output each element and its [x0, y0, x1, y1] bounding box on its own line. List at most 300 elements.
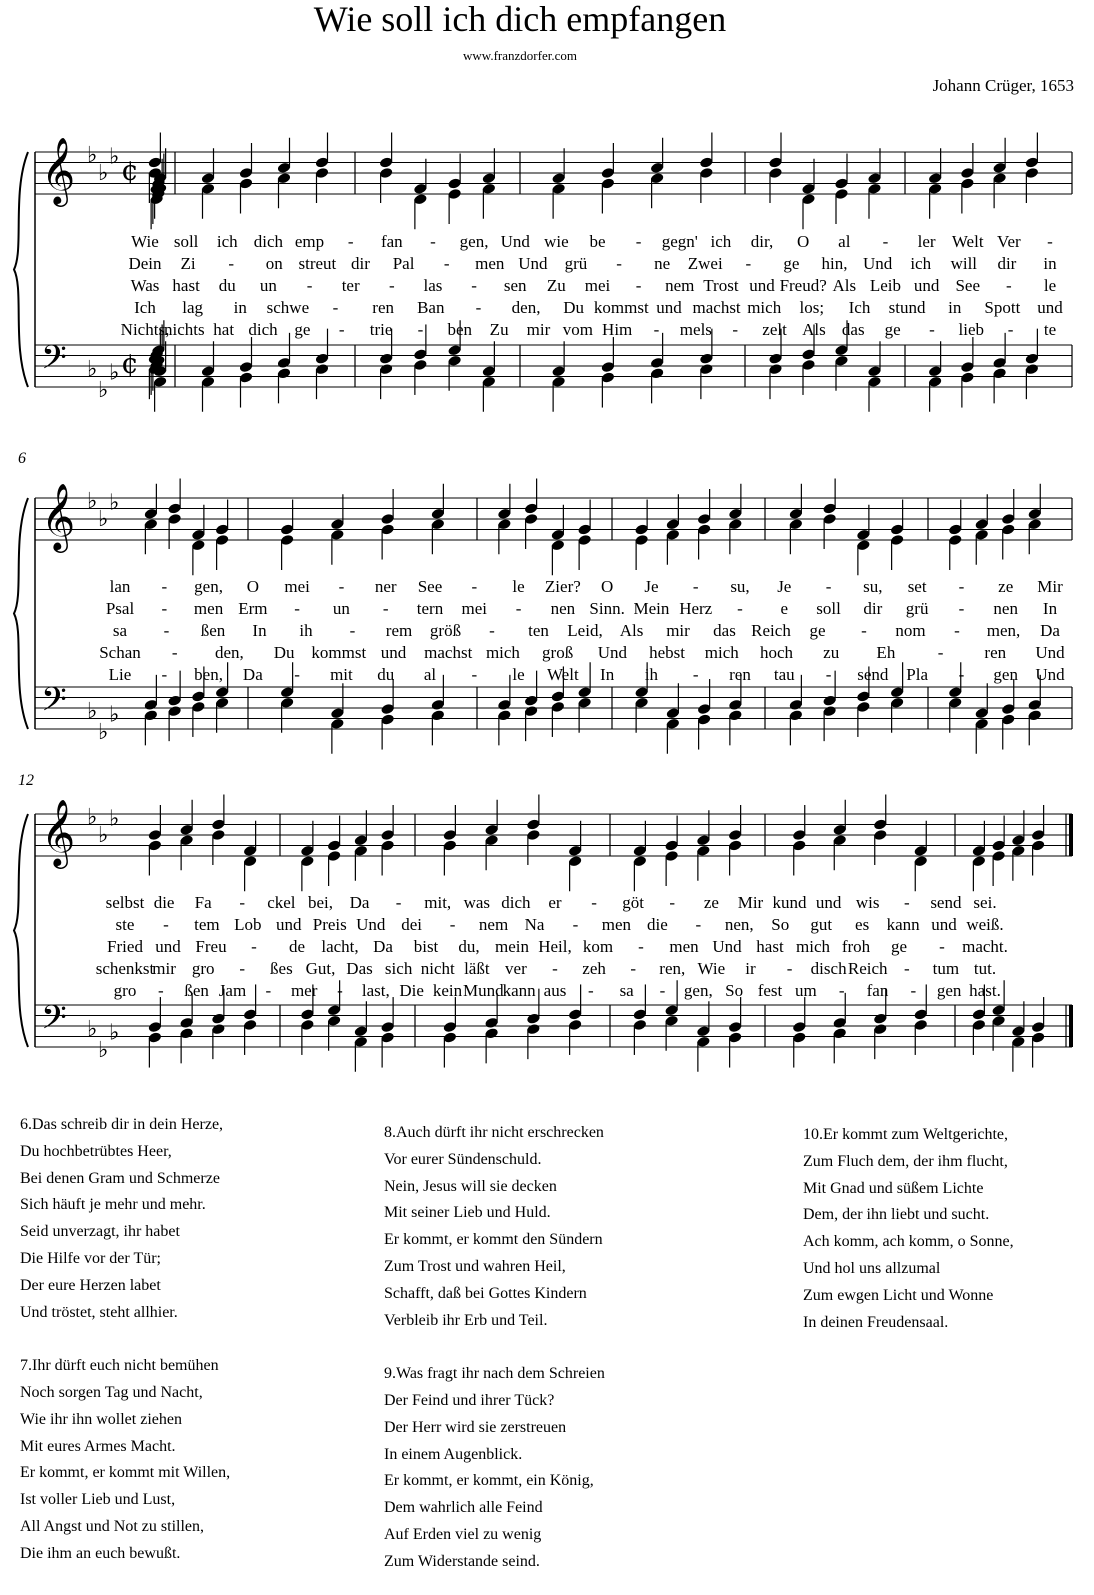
verse-line: Nein, Jesus will sie decken — [384, 1177, 557, 1195]
lyric-syllable: selbst — [105, 893, 145, 912]
lyric-syllable: al — [423, 665, 437, 684]
lyric-syllable: Wie — [131, 232, 159, 251]
lyric-syllable: zu — [823, 643, 840, 662]
lyric-syllable: Preis — [312, 915, 347, 934]
lyric-syllable: in — [1043, 254, 1057, 273]
lyric-syllable: nem — [478, 915, 509, 934]
bass-clef-icon: 𝄢 — [41, 999, 67, 1045]
lyric-syllable: - — [382, 599, 389, 618]
flat-icon: ♭ — [87, 1017, 98, 1042]
lyric-syllable: das — [713, 621, 736, 640]
lyric-syllable: Spott — [984, 298, 1021, 317]
lyric-line — [0, 599, 1094, 621]
lyric-syllable: men, — [986, 621, 1021, 640]
verse-line: Verbleib ihr Erb und Teil. — [384, 1311, 548, 1329]
lyric-syllable: Da — [242, 665, 263, 684]
lyric-syllable: kund — [772, 893, 807, 912]
lyric-syllable: Psal — [105, 599, 135, 618]
lyric-syllable: su, — [863, 577, 883, 596]
lyric-syllable: ßen — [184, 981, 209, 1000]
lyric-syllable: mit, — [424, 893, 452, 912]
lyric-syllable: Was — [130, 276, 160, 295]
lyric-syllable: schwe — [266, 298, 310, 317]
lyric-syllable: nichts — [164, 320, 205, 339]
verse-line: 8.Auch dürft ihr nicht erschrecken — [384, 1124, 604, 1141]
lyric-syllable: tem — [194, 915, 220, 934]
lyric-syllable: kann — [886, 915, 920, 934]
verse-line: 10.Er kommt zum Weltgerichte, — [803, 1126, 1009, 1143]
flat-icon: ♭ — [109, 806, 120, 832]
lyric-syllable: wie — [544, 232, 569, 251]
lyric-syllable: Erm — [238, 599, 268, 618]
lyric-syllable: fan — [380, 232, 403, 251]
lyric-syllable: ge — [890, 937, 908, 956]
lyric-syllable: - — [635, 276, 642, 295]
lyric-syllable: gro — [191, 959, 215, 978]
lyric-syllable: Eh — [876, 643, 896, 662]
lyric-syllable: du — [218, 276, 236, 295]
lyric-syllable: - — [471, 276, 477, 295]
lyric-line — [0, 320, 1094, 342]
lyric-syllable: le — [512, 665, 525, 684]
lyric-syllable: ge — [884, 320, 901, 339]
lyric-syllable: Freu — [195, 937, 227, 956]
lyric-syllable: und — [155, 937, 181, 956]
lyric-syllable: und — [276, 915, 302, 934]
lyric-syllable: - — [882, 232, 889, 251]
lyric-syllable: - — [515, 599, 522, 618]
lyric-syllable: - — [958, 599, 965, 618]
lyric-syllable: - — [395, 893, 402, 912]
lyric-syllable: mir — [666, 621, 690, 640]
lyric-syllable: Mir — [737, 893, 764, 912]
lyric-syllable: Als — [619, 621, 644, 640]
lyric-syllable: al — [838, 232, 851, 251]
lyric-syllable: Da — [373, 937, 393, 956]
lyric-syllable: - — [337, 981, 343, 1000]
lyric-syllable: die — [646, 915, 668, 934]
measure-number: 6 — [18, 450, 26, 467]
lyric-syllable: groß — [542, 643, 574, 662]
lyric-syllable: - — [692, 577, 699, 596]
lyric-syllable: - — [825, 665, 832, 684]
flat-icon: ♭ — [98, 378, 109, 404]
lyric-syllable: - — [489, 621, 495, 640]
lyric-syllable: mir — [152, 959, 176, 978]
lyric-syllable: Mir — [1037, 577, 1063, 596]
flat-icon: ♭ — [87, 699, 98, 724]
page-title: Wie soll ich dich empfangen — [313, 0, 727, 39]
lyric-syllable: Mund — [463, 981, 504, 1000]
lyric-syllable: - — [903, 959, 910, 978]
lyric-syllable: ter — [341, 276, 360, 295]
lyric-syllable: - — [635, 232, 642, 251]
lyric-syllable: ler — [917, 232, 936, 251]
verse-column-2 — [384, 1120, 605, 1576]
lyric-syllable: läßt — [464, 959, 490, 978]
lyric-syllable: dich — [501, 893, 531, 912]
lyric-syllable: Je — [644, 577, 659, 596]
lyric-syllable: - — [695, 915, 702, 934]
lyric-syllable: ste — [115, 915, 135, 934]
lyric-syllable: lag — [182, 298, 204, 317]
lyric-syllable: send — [930, 893, 962, 912]
lyric-syllable: in — [948, 298, 962, 317]
stanza-gap — [384, 1334, 605, 1361]
lyric-syllable: - — [552, 959, 558, 978]
lyric-syllable: Reich — [751, 621, 791, 640]
lyric-syllable: Zwei — [687, 254, 723, 273]
lyric-syllable: - — [591, 893, 597, 912]
lyric-syllable: on — [265, 254, 283, 273]
lyric-syllable: und — [380, 643, 407, 662]
lyric-syllable: mer — [290, 981, 318, 1000]
music-system-2 — [0, 450, 1094, 780]
lyric-syllable: ir — [745, 959, 756, 978]
lyric-syllable: In — [252, 621, 267, 640]
lyric-syllable: streut — [298, 254, 337, 273]
verse-line: Und tröstet, steht allhier. — [20, 1303, 178, 1321]
flat-icon: ♭ — [109, 144, 120, 170]
lyric-syllable: sei. — [973, 893, 997, 912]
verse-line: Noch sorgen Tag und Nacht, — [20, 1383, 203, 1401]
lyric-syllable: zeh — [582, 959, 606, 978]
lyric-syllable: ren — [372, 298, 395, 317]
lyric-syllable: größ — [429, 621, 462, 640]
flat-icon: ♭ — [98, 1038, 109, 1064]
verse-line: Zum Trost und wahren Heil, — [384, 1257, 566, 1275]
lyric-syllable: bist — [413, 937, 439, 956]
lyric-syllable: ich — [710, 232, 732, 251]
lyric-syllable: die — [153, 893, 175, 912]
lyric-syllable: und — [913, 276, 940, 295]
lyric-syllable: gen — [936, 981, 962, 1000]
lyric-syllable: - — [958, 577, 965, 596]
lyric-syllable: hast — [172, 276, 200, 295]
lyric-line — [0, 298, 1094, 320]
lyric-syllable: - — [616, 254, 622, 273]
lyric-syllable: Lie — [108, 665, 132, 684]
lyric-syllable: - — [449, 915, 456, 934]
lyric-syllable: - — [294, 599, 300, 618]
lyric-syllable: ich — [216, 232, 238, 251]
lyric-line — [0, 893, 1094, 915]
verse-line: Die Hilfe vor der Tür; — [20, 1249, 161, 1267]
lyric-syllable: Du — [563, 298, 585, 317]
lyric-syllable: - — [638, 937, 644, 956]
lyric-syllable: Ich — [848, 298, 871, 317]
lyric-syllable: See — [417, 577, 443, 596]
lyric-syllable: Welt — [547, 665, 579, 684]
lyric-line — [0, 621, 1094, 643]
lyric-syllable: men — [193, 599, 224, 618]
lyric-syllable: - — [786, 959, 793, 978]
lyric-syllable: dei — [401, 915, 423, 934]
lyric-syllable: und — [931, 915, 957, 934]
lyric-syllable: Nichts, — [120, 320, 170, 339]
lyric-syllable: - — [939, 937, 945, 956]
lyric-syllable: - — [265, 981, 272, 1000]
lyric-syllable: ßes — [270, 959, 293, 978]
lyric-syllable: froh — [841, 937, 871, 956]
lyric-syllable: ge — [783, 254, 800, 273]
lyric-syllable: le — [512, 577, 525, 596]
lyric-syllable: - — [861, 621, 867, 640]
lyric-syllable: Die — [399, 981, 424, 1000]
lyric-syllable: hast. — [969, 981, 1001, 1000]
verse-column-1 — [20, 1112, 230, 1568]
lyric-syllable: - — [161, 665, 168, 684]
flat-icon: ♭ — [98, 161, 109, 186]
lyric-syllable: Und — [597, 643, 627, 662]
verse-line: Zum ewgen Licht und Wonne — [803, 1286, 994, 1304]
lyric-syllable: - — [958, 665, 965, 684]
lyric-syllable: tut. — [973, 959, 997, 978]
lyric-syllable: göt — [622, 893, 645, 912]
cut-time-icon: ¢ — [121, 154, 139, 187]
lyric-syllable: und — [1037, 298, 1063, 317]
lyric-syllable: Als — [832, 276, 857, 295]
lyric-syllable: und — [656, 298, 682, 317]
lyric-syllable: - — [347, 232, 354, 251]
lyric-syllable: - — [294, 665, 300, 684]
cut-time-icon: ¢ — [121, 347, 139, 380]
lyric-syllable: es — [855, 915, 870, 934]
verse-line: Schafft, daß bei Gottes Kindern — [384, 1284, 587, 1302]
lyric-syllable: tau — [773, 665, 795, 684]
lyric-syllable: ren — [984, 643, 1007, 662]
verse-line: Mit eures Armes Macht. — [20, 1437, 176, 1455]
flat-icon: ♭ — [98, 720, 109, 746]
lyric-syllable: Und — [518, 254, 548, 273]
lyric-syllable: - — [161, 577, 168, 596]
flat-icon: ♭ — [87, 805, 98, 830]
lyric-syllable: kein — [432, 981, 463, 1000]
verse-line: Vor eurer Sündenschuld. — [384, 1150, 542, 1168]
lyric-syllable: ih — [299, 621, 313, 640]
source-url: www.franzdorfer.com — [463, 48, 577, 63]
lyric-syllable: Da — [1040, 621, 1060, 640]
lyric-syllable: du — [377, 665, 395, 684]
verse-line: Die ihm an euch bewußt. — [20, 1544, 181, 1562]
verse-line: 6.Das schreib dir in dein Herze, — [20, 1116, 224, 1133]
verse-line: Zum Fluch dem, der ihm flucht, — [803, 1152, 1008, 1170]
flat-icon: ♭ — [87, 143, 98, 168]
lyric-syllable: Und — [500, 232, 530, 251]
lyric-syllable: - — [306, 276, 313, 295]
lyric-syllable: trie — [369, 320, 393, 339]
verse-line: Wie ihr ihn wollet ziehen — [20, 1410, 182, 1428]
lyric-syllable: um — [794, 981, 817, 1000]
lyric-syllable: - — [443, 254, 450, 273]
lyric-syllable: ben, — [194, 665, 223, 684]
verse-line: Der Feind und ihrer Tück? — [384, 1391, 555, 1409]
lyric-syllable: ich — [910, 254, 932, 273]
lyric-syllable: ren, — [659, 959, 686, 978]
flat-icon: ♭ — [109, 360, 120, 386]
lyric-syllable: So — [725, 981, 744, 1000]
measure-number: 12 — [18, 772, 34, 789]
lyric-syllable: stund — [888, 298, 926, 317]
lyric-syllable: - — [251, 937, 257, 956]
verse-line: In einem Augenblick. — [384, 1445, 523, 1463]
lyric-syllable: - — [1047, 232, 1053, 251]
lyric-syllable: - — [349, 621, 356, 640]
lyric-syllable: - — [692, 665, 699, 684]
lyric-syllable: las — [423, 276, 443, 295]
lyric-syllable: - — [332, 298, 339, 317]
lyric-syllable: machst — [692, 298, 741, 317]
lyric-syllable: weiß. — [966, 915, 1004, 934]
lyric-syllable: te — [1043, 320, 1057, 339]
lyric-syllable: In — [600, 665, 615, 684]
lyric-syllable: O — [246, 577, 259, 596]
lyric-syllable: ze — [998, 577, 1014, 596]
lyric-syllable: - — [937, 643, 944, 662]
lyric-syllable: gen, — [194, 577, 223, 596]
music-system-3 — [0, 772, 1094, 1092]
lyric-syllable: - — [630, 959, 637, 978]
lyric-syllable: hebst — [649, 643, 685, 662]
lyric-syllable: - — [475, 298, 482, 317]
lyric-syllable: lan — [109, 577, 131, 596]
lyric-line — [0, 577, 1094, 599]
stanza-gap — [20, 1326, 230, 1353]
lyric-syllable: was — [463, 893, 491, 912]
lyric-syllable: nen, — [724, 915, 754, 934]
lyric-syllable: - — [228, 254, 235, 273]
lyric-syllable: Heil, — [538, 937, 572, 956]
lyric-syllable: kom — [582, 937, 614, 956]
verse-line: Mit seiner Lieb und Huld. — [384, 1204, 551, 1222]
verse-line: Er kommt, er kommt, ein König, — [384, 1472, 594, 1490]
lyric-syllable: los; — [799, 298, 825, 317]
lyric-syllable: nom — [895, 621, 926, 640]
lyric-syllable: Fried — [107, 937, 143, 956]
lyric-line — [0, 959, 1094, 981]
lyric-syllable: Und — [1035, 643, 1065, 662]
bass-clef-icon: 𝄢 — [41, 681, 67, 727]
lyric-syllable: Sinn. — [589, 599, 625, 618]
lyric-syllable: grü — [905, 599, 929, 618]
lyric-syllable: Gut, — [305, 959, 336, 978]
lyric-syllable: men — [601, 915, 632, 934]
verse-line: Dem, der ihn liebt und sucht. — [803, 1206, 990, 1224]
lyric-syllable: - — [338, 577, 345, 596]
lyric-syllable: un — [259, 276, 277, 295]
lyric-syllable: - — [157, 981, 164, 1000]
lyric-syllable: den, — [215, 643, 244, 662]
lyric-syllable: Dein — [128, 254, 162, 273]
lyric-syllable: - — [471, 665, 478, 684]
flat-icon: ♭ — [98, 507, 109, 532]
lyric-syllable: Trost — [703, 276, 739, 295]
lyric-syllable: - — [659, 981, 666, 1000]
verse-line: Er kommt, er kommt den Sündern — [384, 1231, 603, 1249]
lyric-syllable: lieb — [958, 320, 985, 339]
lyric-syllable: Na — [524, 915, 545, 934]
lyric-syllable: ne — [654, 254, 671, 273]
lyric-syllable: Und — [712, 937, 742, 956]
lyric-syllable: hat — [213, 320, 235, 339]
lyric-syllable: be — [589, 232, 606, 251]
lyric-syllable: Reich — [847, 959, 888, 978]
verse-line: Ist voller Lieb und Lust, — [20, 1491, 176, 1509]
lyric-syllable: ner — [374, 577, 397, 596]
lyric-syllable: disch — [810, 959, 847, 978]
lyric-syllable: Zi — [180, 254, 196, 273]
lyric-syllable: emp — [294, 232, 325, 251]
lyric-syllable: send — [857, 665, 889, 684]
lyric-syllable: - — [954, 621, 960, 640]
lyric-syllable: Du — [273, 643, 295, 662]
lyric-line — [0, 276, 1094, 298]
lyric-syllable: will — [950, 254, 978, 273]
lyric-syllable: nen — [993, 599, 1018, 618]
lyric-syllable: - — [910, 981, 917, 1000]
lyric-syllable: - — [587, 981, 594, 1000]
verse-line: Dem wahrlich alle Feind — [384, 1499, 543, 1517]
lyric-syllable: - — [161, 599, 168, 618]
flat-icon: ♭ — [109, 1020, 120, 1046]
flat-icon: ♭ — [98, 823, 109, 848]
lyric-syllable: Leid, — [567, 621, 603, 640]
lyric-syllable: du, — [458, 937, 480, 956]
lyric-syllable: grü — [564, 254, 588, 273]
lyric-syllable: gut — [810, 915, 833, 934]
lyric-syllable: - — [669, 893, 676, 912]
lyric-syllable: sa — [112, 621, 128, 640]
lyric-syllable: mei — [284, 577, 310, 596]
lyric-syllable: Leib — [869, 276, 902, 295]
lyric-syllable: schenkst — [95, 959, 155, 978]
lyric-syllable: Je — [777, 577, 792, 596]
lyric-syllable: Zier? — [544, 577, 581, 596]
lyric-syllable: sich — [384, 959, 413, 978]
verse-line: Seid unverzagt, ihr habet — [20, 1223, 180, 1241]
lyric-line — [0, 665, 1094, 687]
lyric-syllable: - — [1007, 320, 1014, 339]
lyric-line — [0, 915, 1094, 937]
lyric-syllable: Pal — [392, 254, 415, 273]
lyric-syllable: e — [780, 599, 789, 618]
lyric-syllable: mir — [526, 320, 551, 339]
lyric-syllable: tum — [932, 959, 960, 978]
lyric-syllable: un — [332, 599, 350, 618]
lyric-line — [0, 254, 1094, 276]
lyric-syllable: nem — [665, 276, 695, 295]
lyric-syllable: Lob — [234, 915, 262, 934]
verse-line: All Angst und Not zu stillen, — [20, 1517, 204, 1535]
lyric-syllable: macht. — [962, 937, 1008, 956]
lyric-syllable: ren — [729, 665, 751, 684]
lyric-syllable: er — [548, 893, 562, 912]
lyric-syllable: mich — [747, 298, 782, 317]
lyric-syllable: dir, — [750, 232, 774, 251]
verse-line: Du hochbetrübtes Heer, — [20, 1142, 172, 1160]
verse-line: Sich häuft je mehr und mehr. — [20, 1196, 206, 1214]
lyric-syllable: O — [797, 232, 810, 251]
lyric-syllable: Zu — [546, 276, 566, 295]
lyric-line — [0, 643, 1094, 665]
lyric-syllable: lacht, — [321, 937, 359, 956]
verse-line: Auf Erden viel zu wenig — [384, 1525, 542, 1543]
verse-line: Und hol uns allzumal — [803, 1259, 941, 1277]
lyric-syllable: - — [171, 643, 178, 662]
lyric-syllable: mich — [485, 643, 520, 662]
lyric-syllable: dich — [253, 232, 284, 251]
verse-line: Der Herr wird sie zerstreuen — [384, 1418, 567, 1436]
